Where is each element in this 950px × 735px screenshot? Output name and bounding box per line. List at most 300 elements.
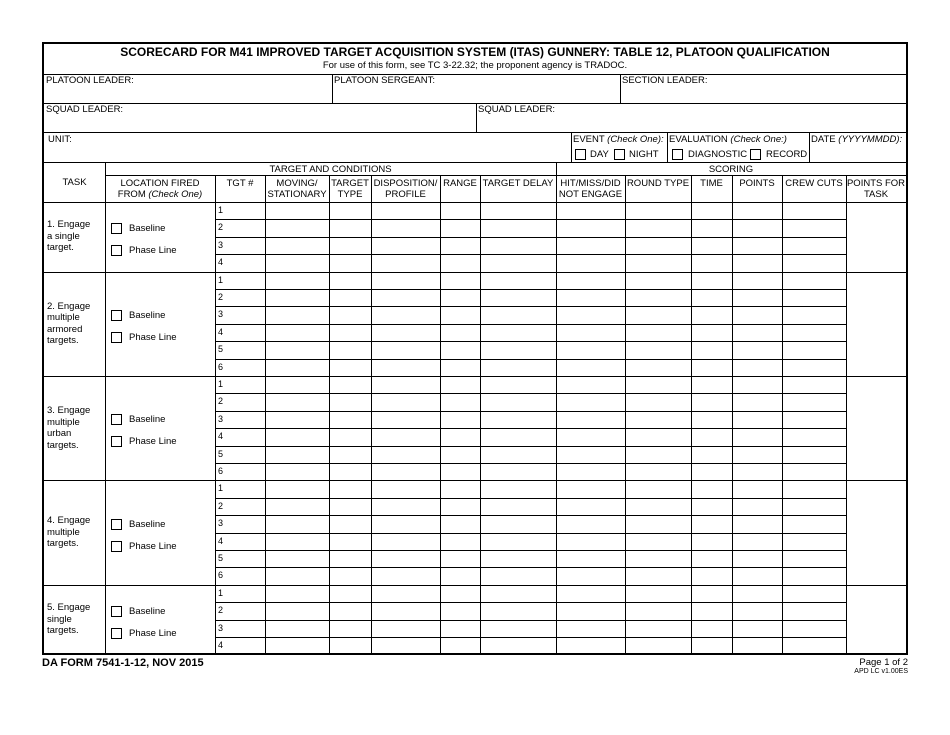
score-cell[interactable]: [556, 393, 625, 410]
score-cell[interactable]: [480, 533, 556, 550]
score-cell[interactable]: [480, 498, 556, 515]
score-cell[interactable]: [329, 446, 371, 463]
platoon-leader-label: PLATOON LEADER:: [46, 75, 134, 86]
score-cell[interactable]: [371, 411, 440, 428]
score-cell[interactable]: [691, 411, 732, 428]
score-cell[interactable]: [691, 254, 732, 271]
score-cell[interactable]: [691, 515, 732, 532]
score-cell[interactable]: [782, 515, 846, 532]
score-cell[interactable]: [371, 515, 440, 532]
score-cell[interactable]: [732, 428, 782, 445]
score-cell[interactable]: [691, 324, 732, 341]
score-cell[interactable]: [329, 463, 371, 480]
score-cell[interactable]: [782, 498, 846, 515]
score-cell[interactable]: [329, 585, 371, 602]
score-cell[interactable]: [556, 202, 625, 219]
baseline-label: Baseline: [129, 605, 166, 617]
score-cell[interactable]: [782, 306, 846, 323]
score-cell[interactable]: [440, 567, 480, 584]
score-cell[interactable]: [732, 498, 782, 515]
score-cell[interactable]: [329, 202, 371, 219]
score-cell[interactable]: [329, 550, 371, 567]
score-cell[interactable]: [556, 533, 625, 550]
score-cell[interactable]: [782, 376, 846, 393]
score-cell[interactable]: [691, 550, 732, 567]
score-cell[interactable]: [440, 533, 480, 550]
score-cell[interactable]: [556, 620, 625, 637]
score-cell[interactable]: [691, 359, 732, 376]
score-cell[interactable]: [625, 620, 691, 637]
score-cell[interactable]: [782, 411, 846, 428]
score-cell[interactable]: [440, 237, 480, 254]
score-cell[interactable]: [732, 376, 782, 393]
score-cell[interactable]: [625, 359, 691, 376]
score-cell[interactable]: [691, 637, 732, 654]
points-for-task-cell[interactable]: [846, 376, 906, 480]
score-cell[interactable]: [625, 254, 691, 271]
score-cell[interactable]: [732, 306, 782, 323]
score-cell[interactable]: [732, 393, 782, 410]
score-cell[interactable]: [265, 515, 329, 532]
score-cell[interactable]: [371, 498, 440, 515]
score-cell[interactable]: [556, 585, 625, 602]
score-cell[interactable]: [691, 585, 732, 602]
score-cell[interactable]: [371, 550, 440, 567]
score-cell[interactable]: [625, 411, 691, 428]
score-cell[interactable]: [329, 359, 371, 376]
score-cell[interactable]: [691, 272, 732, 289]
score-cell[interactable]: [480, 202, 556, 219]
score-cell[interactable]: [440, 585, 480, 602]
score-cell[interactable]: [782, 533, 846, 550]
form-number: DA FORM 7541-1-12, NOV 2015: [42, 657, 204, 669]
score-cell[interactable]: [329, 480, 371, 497]
score-cell[interactable]: [480, 376, 556, 393]
score-cell[interactable]: [371, 219, 440, 236]
points-for-task-cell[interactable]: [846, 272, 906, 376]
score-cell[interactable]: [440, 602, 480, 619]
score-cell[interactable]: [556, 446, 625, 463]
score-cell[interactable]: [556, 237, 625, 254]
score-cell[interactable]: [371, 306, 440, 323]
score-cell[interactable]: [782, 324, 846, 341]
score-cell[interactable]: [782, 480, 846, 497]
score-cell[interactable]: [732, 463, 782, 480]
record-checkbox[interactable]: [750, 149, 761, 160]
score-cell[interactable]: [625, 498, 691, 515]
score-cell[interactable]: [265, 254, 329, 271]
score-cell[interactable]: [440, 272, 480, 289]
score-cell[interactable]: [371, 359, 440, 376]
score-cell[interactable]: [440, 359, 480, 376]
target-number: 2: [218, 396, 224, 407]
score-cell[interactable]: [265, 637, 329, 654]
score-cell[interactable]: [556, 428, 625, 445]
score-cell[interactable]: [440, 289, 480, 306]
score-cell[interactable]: [371, 237, 440, 254]
score-cell[interactable]: [625, 289, 691, 306]
score-cell[interactable]: [265, 428, 329, 445]
score-cell[interactable]: [440, 254, 480, 271]
phase-line-checkbox[interactable]: [111, 628, 122, 639]
score-cell[interactable]: [732, 254, 782, 271]
score-cell[interactable]: [691, 533, 732, 550]
score-cell[interactable]: [625, 306, 691, 323]
score-cell[interactable]: [329, 219, 371, 236]
score-cell[interactable]: [625, 550, 691, 567]
score-cell[interactable]: [371, 289, 440, 306]
date-field[interactable]: [809, 132, 906, 162]
score-cell[interactable]: [556, 550, 625, 567]
score-cell[interactable]: [371, 567, 440, 584]
score-cell[interactable]: [440, 515, 480, 532]
score-cell[interactable]: [440, 376, 480, 393]
score-cell[interactable]: [782, 289, 846, 306]
score-cell[interactable]: [732, 289, 782, 306]
event-label: EVENT (Check One):: [573, 134, 664, 145]
diagnostic-checkbox[interactable]: [672, 149, 683, 160]
score-cell[interactable]: [371, 620, 440, 637]
platoon-leader-field[interactable]: [44, 74, 332, 103]
score-cell[interactable]: [691, 306, 732, 323]
baseline-checkbox[interactable]: [111, 310, 122, 321]
score-cell[interactable]: [625, 480, 691, 497]
score-cell[interactable]: [625, 602, 691, 619]
score-cell[interactable]: [691, 446, 732, 463]
score-cell[interactable]: [480, 341, 556, 358]
night-checkbox[interactable]: [614, 149, 625, 160]
score-cell[interactable]: [732, 219, 782, 236]
score-cell[interactable]: [440, 202, 480, 219]
score-cell[interactable]: [691, 202, 732, 219]
score-cell[interactable]: [480, 567, 556, 584]
task-label: [47, 219, 90, 254]
score-cell[interactable]: [371, 324, 440, 341]
score-cell[interactable]: [265, 359, 329, 376]
score-cell[interactable]: [556, 515, 625, 532]
score-cell[interactable]: [782, 359, 846, 376]
score-cell[interactable]: [556, 463, 625, 480]
score-cell[interactable]: [691, 602, 732, 619]
score-cell[interactable]: [556, 359, 625, 376]
score-cell[interactable]: [625, 463, 691, 480]
score-cell[interactable]: [329, 637, 371, 654]
score-cell[interactable]: [265, 533, 329, 550]
score-cell[interactable]: [371, 446, 440, 463]
score-cell[interactable]: [625, 219, 691, 236]
score-cell[interactable]: [691, 376, 732, 393]
score-cell[interactable]: [625, 202, 691, 219]
score-cell[interactable]: [691, 393, 732, 410]
score-cell[interactable]: [480, 463, 556, 480]
task-label-line: urban: [47, 428, 72, 439]
score-cell[interactable]: [440, 446, 480, 463]
score-cell[interactable]: [691, 219, 732, 236]
score-cell[interactable]: [329, 620, 371, 637]
score-cell[interactable]: [329, 237, 371, 254]
score-cell[interactable]: [480, 324, 556, 341]
score-cell[interactable]: [732, 515, 782, 532]
target-number: 4: [218, 326, 224, 337]
score-cell[interactable]: [480, 550, 556, 567]
score-cell[interactable]: [371, 202, 440, 219]
score-cell[interactable]: [265, 446, 329, 463]
score-cell[interactable]: [480, 306, 556, 323]
score-cell[interactable]: [440, 637, 480, 654]
score-cell[interactable]: [265, 480, 329, 497]
phase-line-checkbox[interactable]: [111, 332, 122, 343]
score-cell[interactable]: [440, 306, 480, 323]
score-cell[interactable]: [782, 567, 846, 584]
score-cell[interactable]: [732, 637, 782, 654]
score-cell[interactable]: [329, 515, 371, 532]
score-cell[interactable]: [625, 515, 691, 532]
score-cell[interactable]: [480, 428, 556, 445]
score-cell[interactable]: [329, 272, 371, 289]
score-cell[interactable]: [782, 219, 846, 236]
score-cell[interactable]: [480, 254, 556, 271]
score-cell[interactable]: [782, 254, 846, 271]
unit-field[interactable]: [44, 132, 571, 162]
score-cell[interactable]: [625, 393, 691, 410]
score-cell[interactable]: [371, 533, 440, 550]
score-cell[interactable]: [329, 411, 371, 428]
score-cell[interactable]: [625, 237, 691, 254]
score-cell[interactable]: [782, 446, 846, 463]
task-label-line: 5. Engage: [47, 602, 91, 614]
score-cell[interactable]: [732, 550, 782, 567]
score-cell[interactable]: [782, 272, 846, 289]
score-cell[interactable]: [556, 602, 625, 619]
score-cell[interactable]: [732, 237, 782, 254]
points-for-task-cell[interactable]: [846, 202, 906, 272]
score-cell[interactable]: [371, 602, 440, 619]
baseline-label: Baseline: [129, 309, 166, 321]
score-cell[interactable]: [480, 359, 556, 376]
phase-line-checkbox[interactable]: [111, 541, 122, 552]
score-cell[interactable]: [265, 550, 329, 567]
score-cell[interactable]: [329, 428, 371, 445]
score-cell[interactable]: [329, 324, 371, 341]
score-cell[interactable]: [480, 480, 556, 497]
score-cell[interactable]: [265, 463, 329, 480]
score-cell[interactable]: [440, 393, 480, 410]
score-cell[interactable]: [480, 393, 556, 410]
score-cell[interactable]: [556, 219, 625, 236]
score-cell[interactable]: [691, 428, 732, 445]
score-cell[interactable]: [371, 376, 440, 393]
score-cell[interactable]: [371, 637, 440, 654]
score-cell[interactable]: [371, 463, 440, 480]
score-cell[interactable]: [265, 341, 329, 358]
score-cell[interactable]: [480, 289, 556, 306]
score-cell[interactable]: [265, 602, 329, 619]
score-cell[interactable]: [691, 463, 732, 480]
score-cell[interactable]: [371, 341, 440, 358]
score-cell[interactable]: [556, 341, 625, 358]
score-cell[interactable]: [265, 620, 329, 637]
score-cell[interactable]: [625, 585, 691, 602]
score-cell[interactable]: [480, 219, 556, 236]
baseline-checkbox[interactable]: [111, 519, 122, 530]
col-crew-cuts: CREW CUTS: [785, 178, 843, 189]
score-cell[interactable]: [782, 202, 846, 219]
score-cell[interactable]: [732, 585, 782, 602]
score-cell[interactable]: [732, 324, 782, 341]
score-cell[interactable]: [556, 272, 625, 289]
score-cell[interactable]: [371, 272, 440, 289]
score-cell[interactable]: [625, 533, 691, 550]
score-cell[interactable]: [625, 376, 691, 393]
score-cell[interactable]: [556, 567, 625, 584]
score-cell[interactable]: [329, 289, 371, 306]
score-cell[interactable]: [732, 620, 782, 637]
day-checkbox[interactable]: [575, 149, 586, 160]
squad-leader-label-2: SQUAD LEADER:: [478, 104, 556, 115]
score-cell[interactable]: [329, 341, 371, 358]
section-leader-field[interactable]: [620, 74, 906, 103]
score-cell[interactable]: [691, 341, 732, 358]
score-cell[interactable]: [782, 602, 846, 619]
score-cell[interactable]: [265, 289, 329, 306]
platoon-sergeant-field[interactable]: [332, 74, 620, 103]
score-cell[interactable]: [732, 480, 782, 497]
score-cell[interactable]: [371, 393, 440, 410]
score-cell[interactable]: [782, 428, 846, 445]
score-cell[interactable]: [265, 272, 329, 289]
score-cell[interactable]: [732, 202, 782, 219]
score-cell[interactable]: [625, 428, 691, 445]
score-cell[interactable]: [265, 202, 329, 219]
baseline-checkbox[interactable]: [111, 606, 122, 617]
score-cell[interactable]: [440, 219, 480, 236]
score-cell[interactable]: [440, 463, 480, 480]
baseline-checkbox[interactable]: [111, 223, 122, 234]
score-cell[interactable]: [625, 446, 691, 463]
squad-leader-field-1[interactable]: [44, 103, 476, 132]
score-cell[interactable]: [782, 237, 846, 254]
score-cell[interactable]: [556, 306, 625, 323]
score-cell[interactable]: [782, 463, 846, 480]
score-cell[interactable]: [440, 428, 480, 445]
phase-line-checkbox[interactable]: [111, 245, 122, 256]
score-cell[interactable]: [556, 637, 625, 654]
score-cell[interactable]: [691, 289, 732, 306]
score-cell[interactable]: [556, 411, 625, 428]
score-cell[interactable]: [480, 620, 556, 637]
score-cell[interactable]: [625, 272, 691, 289]
score-cell[interactable]: [480, 272, 556, 289]
score-cell[interactable]: [691, 480, 732, 497]
score-cell[interactable]: [480, 446, 556, 463]
score-cell[interactable]: [480, 637, 556, 654]
score-cell[interactable]: [329, 602, 371, 619]
score-cell[interactable]: [265, 393, 329, 410]
score-cell[interactable]: [480, 237, 556, 254]
score-cell[interactable]: [329, 567, 371, 584]
baseline-checkbox[interactable]: [111, 414, 122, 425]
score-cell[interactable]: [329, 376, 371, 393]
score-cell[interactable]: [265, 306, 329, 323]
score-cell[interactable]: [265, 411, 329, 428]
score-cell[interactable]: [732, 411, 782, 428]
score-cell[interactable]: [782, 585, 846, 602]
score-cell[interactable]: [329, 254, 371, 271]
score-cell[interactable]: [782, 637, 846, 654]
score-cell[interactable]: [329, 393, 371, 410]
score-cell[interactable]: [329, 533, 371, 550]
score-cell[interactable]: [625, 567, 691, 584]
score-cell[interactable]: [371, 585, 440, 602]
score-cell[interactable]: [440, 620, 480, 637]
score-cell[interactable]: [782, 620, 846, 637]
score-cell[interactable]: [556, 480, 625, 497]
score-cell[interactable]: [480, 411, 556, 428]
target-number: 3: [218, 622, 224, 633]
score-cell[interactable]: [371, 428, 440, 445]
score-cell[interactable]: [556, 324, 625, 341]
phase-line-checkbox[interactable]: [111, 436, 122, 447]
score-cell[interactable]: [329, 498, 371, 515]
score-cell[interactable]: [732, 602, 782, 619]
score-cell[interactable]: [732, 567, 782, 584]
score-cell[interactable]: [371, 480, 440, 497]
score-cell[interactable]: [691, 498, 732, 515]
score-cell[interactable]: [732, 359, 782, 376]
score-cell[interactable]: [625, 341, 691, 358]
score-cell[interactable]: [782, 550, 846, 567]
score-cell[interactable]: [625, 324, 691, 341]
score-cell[interactable]: [440, 341, 480, 358]
points-for-task-cell[interactable]: [846, 480, 906, 584]
score-cell[interactable]: [480, 515, 556, 532]
score-cell[interactable]: [782, 393, 846, 410]
score-cell[interactable]: [265, 585, 329, 602]
score-cell[interactable]: [329, 306, 371, 323]
squad-leader-field-2[interactable]: [476, 103, 906, 132]
score-cell[interactable]: [732, 341, 782, 358]
score-cell[interactable]: [556, 254, 625, 271]
score-cell[interactable]: [265, 498, 329, 515]
score-cell[interactable]: [732, 533, 782, 550]
score-cell[interactable]: [782, 341, 846, 358]
score-cell[interactable]: [371, 254, 440, 271]
score-cell[interactable]: [265, 567, 329, 584]
score-cell[interactable]: [691, 237, 732, 254]
score-cell[interactable]: [440, 550, 480, 567]
score-cell[interactable]: [265, 324, 329, 341]
score-cell[interactable]: [265, 237, 329, 254]
score-cell[interactable]: [265, 219, 329, 236]
score-cell[interactable]: [480, 585, 556, 602]
score-cell[interactable]: [480, 602, 556, 619]
score-cell[interactable]: [440, 411, 480, 428]
score-cell[interactable]: [691, 567, 732, 584]
score-cell[interactable]: [732, 446, 782, 463]
points-for-task-cell[interactable]: [846, 585, 906, 655]
score-cell[interactable]: [556, 376, 625, 393]
score-cell[interactable]: [556, 498, 625, 515]
score-cell[interactable]: [440, 498, 480, 515]
score-cell[interactable]: [556, 289, 625, 306]
score-cell[interactable]: [732, 272, 782, 289]
score-cell[interactable]: [440, 480, 480, 497]
score-cell[interactable]: [265, 376, 329, 393]
score-cell[interactable]: [440, 324, 480, 341]
task-label-line: targets.: [47, 439, 79, 451]
score-cell[interactable]: [691, 620, 732, 637]
score-cell[interactable]: [625, 637, 691, 654]
